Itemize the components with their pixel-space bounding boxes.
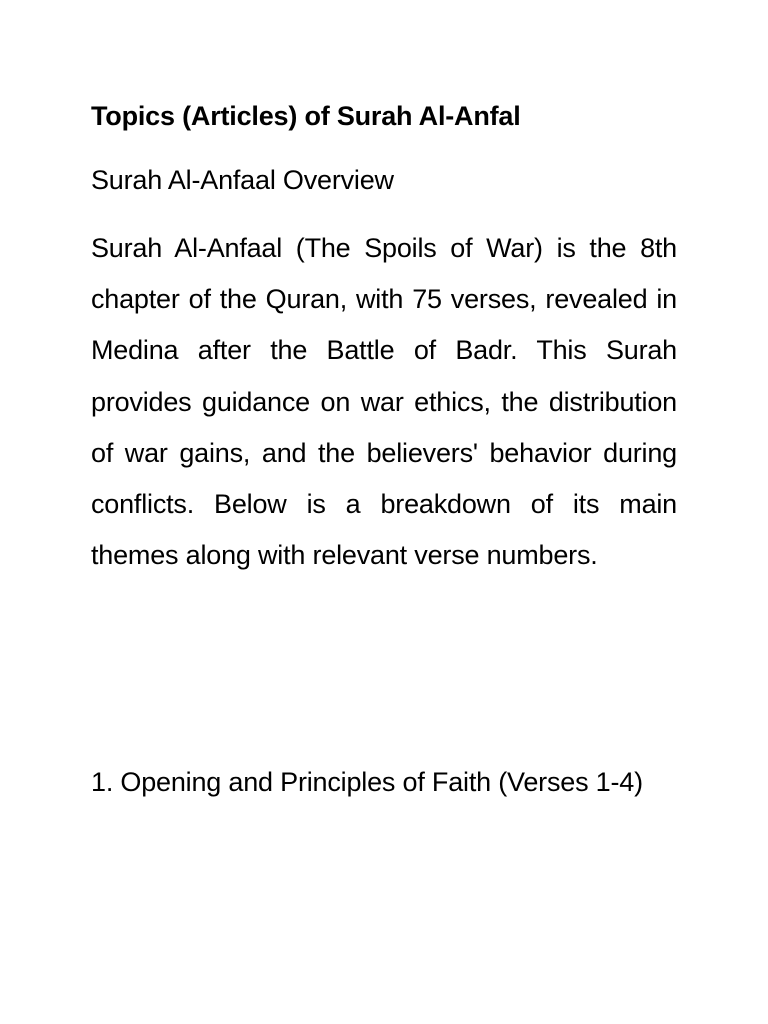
document-title: Topics (Articles) of Surah Al-Anfal bbox=[91, 101, 521, 131]
document-subtitle: Surah Al-Anfaal Overview bbox=[91, 165, 394, 195]
section-heading: 1. Opening and Principles of Faith (Verses 1-4) bbox=[91, 767, 643, 797]
overview-paragraph: Surah Al-Anfaal (The Spoils of War) is the 8th chapter of the Quran, with 75 verses, revealed in Medina after the Battle of Badr. This Surah provides guidance on war ethics, the distribution of war gains, and the believers' behavior during conflicts. Below is a breakdown of its main themes along with relevant verse numbers. bbox=[91, 233, 677, 571]
document-page bbox=[91, 0, 677, 1024]
